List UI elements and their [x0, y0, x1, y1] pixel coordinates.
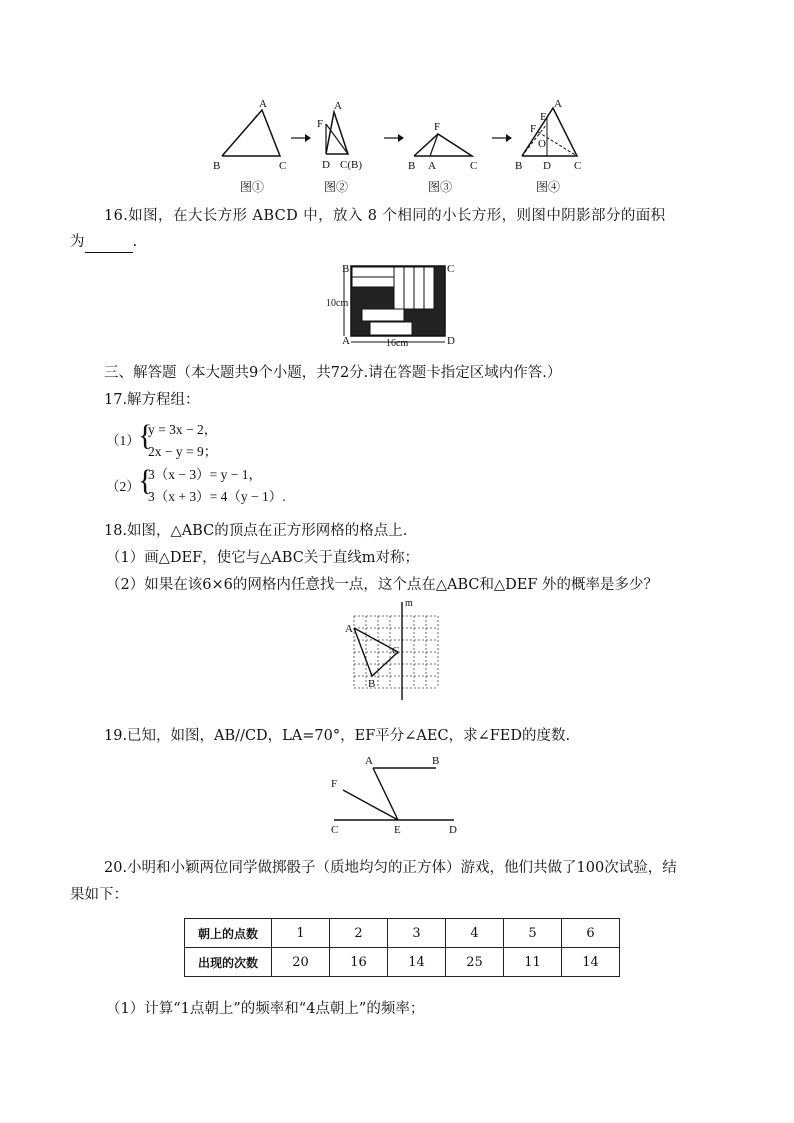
- figure-3: [408, 121, 477, 172]
- table-cell: 3: [388, 919, 446, 948]
- row-header-points: 朝上的点数: [185, 919, 272, 948]
- fig3-label-c: C: [470, 160, 478, 172]
- q17-title: 17.解方程组：: [104, 392, 200, 408]
- q17-part2-eq1: 3（x − 3）= y − 1，: [148, 467, 262, 482]
- q18-title: 18.如图，△ABC的顶点在正方形网格的格点上.: [104, 523, 408, 539]
- q19-label-d: D: [449, 824, 457, 836]
- q16-text-line2: [70, 231, 137, 253]
- fig2-label-a: A: [334, 100, 342, 112]
- table-cell: 5: [504, 919, 562, 948]
- fig4-label-b: B: [515, 160, 523, 172]
- q18-label-b: B: [368, 678, 376, 690]
- table-cell: 16: [330, 948, 388, 977]
- fig3-label-f: F: [434, 121, 441, 133]
- q18-label-m: m: [405, 598, 413, 609]
- q19-label-e: E: [394, 824, 401, 836]
- q17-part1-eq1: y = 3x − 2，: [148, 422, 218, 437]
- q18-label-c: C: [392, 645, 400, 657]
- q20-frequency-table: [184, 918, 620, 977]
- q19-label-f: F: [331, 778, 338, 790]
- q16-label-d: D: [447, 335, 455, 347]
- fig3-label-a: A: [428, 160, 436, 172]
- table-row: [185, 919, 620, 948]
- table-cell: 11: [504, 948, 562, 977]
- fig3-label-b: B: [408, 160, 416, 172]
- fig4-label-d: D: [543, 160, 551, 172]
- q16-label-a: A: [342, 335, 350, 347]
- q17-part1-label: （1）: [106, 433, 140, 448]
- table-cell: 1: [272, 919, 330, 948]
- row-header-counts: 出现的次数: [185, 948, 272, 977]
- figure-1: [213, 98, 286, 172]
- table-cell: 4: [446, 919, 504, 948]
- table-cell: 14: [562, 948, 620, 977]
- table-cell: 2: [330, 919, 388, 948]
- q18-label-a: A: [345, 623, 353, 635]
- fig1-label-b: B: [213, 160, 221, 172]
- q17-part1-eq2: 2x − y = 9；: [148, 444, 218, 459]
- section3-heading: 三、解答题（本大题共9个小题，共72分.请在答题卡指定区域内作答.）: [104, 365, 562, 381]
- q18-part2: （2）如果在该6×6的网格内任意找一点，这个点在△ABC和△DEF 外的概率是多少？: [106, 577, 658, 593]
- q19-label-c: C: [331, 824, 339, 836]
- q18-grid-figure: [342, 596, 446, 700]
- caption-fig-2: 图②: [324, 180, 349, 194]
- table-cell: 6: [562, 919, 620, 948]
- q19-figure: [326, 752, 466, 838]
- q16-answer-blank: [85, 238, 133, 253]
- arrow-right-icon: [291, 134, 311, 142]
- caption-fig-4: 图④: [536, 180, 561, 194]
- caption-fig-3: 图③: [428, 180, 453, 194]
- q16-label-c: C: [447, 263, 455, 275]
- table-cell: 20: [272, 948, 330, 977]
- fig4-label-c: C: [574, 160, 582, 172]
- table-row: [185, 948, 620, 977]
- q17-part2-eq2: 3（x + 3）= 4（y − 1）.: [148, 489, 286, 504]
- q20-text-line1: 20.小明和小颖两位同学做掷骰子（质地均匀的正方体）游戏，他们共做了100次试验，结: [104, 860, 677, 876]
- table-cell: 25: [446, 948, 504, 977]
- q16-prefix: 为: [70, 234, 85, 250]
- q16-label-height: 10cm: [326, 298, 349, 309]
- fig2-label-d: D: [322, 159, 330, 171]
- figure-2: [317, 100, 362, 171]
- q16-text-line1: 16.如图，在大长方形 ABCD 中，放入 8 个相同的小长方形，则图中阴影部分的面积: [104, 208, 666, 224]
- q16-figure: [326, 260, 462, 348]
- arrow-right-icon: [492, 134, 512, 142]
- q20-part1: （1）计算“1点朝上”的频率和“4点朝上”的频率；: [106, 1001, 425, 1017]
- q18-part1: （1）画△DEF，使它与△ABC关于直线m对称；: [106, 550, 420, 566]
- fig1-label-a: A: [259, 98, 267, 110]
- q20-text-line2: 果如下：: [70, 887, 128, 903]
- fig4-label-e: E: [540, 111, 547, 123]
- arrow-right-icon: [384, 134, 404, 142]
- q19-label-a: A: [365, 755, 373, 767]
- q17-part1-brace: {: [138, 419, 153, 452]
- q19-title: 19.已知，如图，AB//CD，LA=70°，EF平分∠AEC，求∠FED的度数.: [104, 728, 571, 744]
- figure-4: [515, 98, 581, 172]
- fig4-label-a: A: [554, 98, 562, 110]
- table-cell: 14: [388, 948, 446, 977]
- q16-label-width: 16cm: [386, 338, 409, 348]
- q16-label-b: B: [342, 263, 350, 275]
- fig4-label-f: F: [530, 123, 537, 135]
- caption-fig-1: 图①: [240, 180, 265, 194]
- q16-period: .: [132, 234, 138, 250]
- fig2-label-cb: C(B): [340, 159, 362, 171]
- q19-label-b: B: [432, 755, 440, 767]
- fig4-label-o: O: [538, 138, 546, 150]
- q17-part2-label: （2）: [106, 479, 140, 494]
- q17-part2-brace: {: [138, 464, 153, 497]
- fig2-label-f: F: [317, 118, 324, 130]
- fig1-label-c: C: [279, 160, 287, 172]
